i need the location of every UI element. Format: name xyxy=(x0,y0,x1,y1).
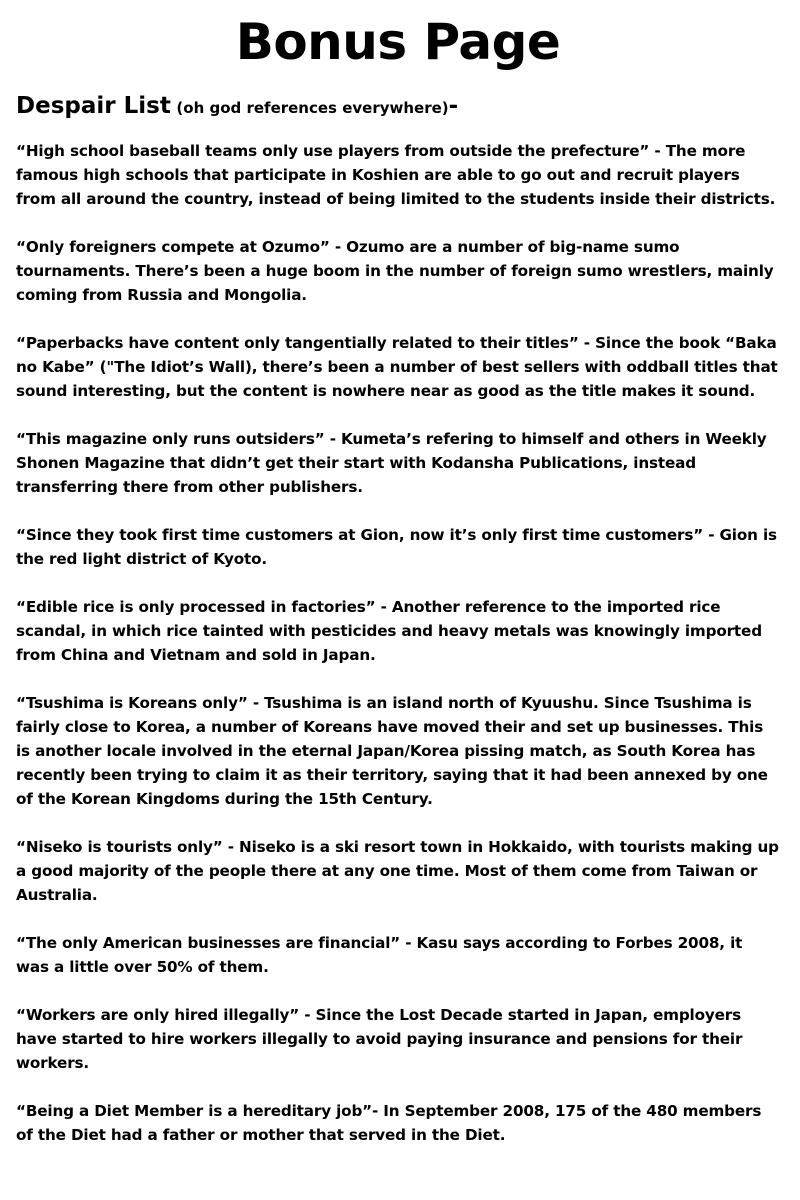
heading-aside: (oh god references everywhere) xyxy=(176,99,449,117)
heading-main: Despair List xyxy=(16,93,171,119)
page-title: Bonus Page xyxy=(235,13,561,71)
list-item: “Being a Diet Member is a hereditary job”- In September 2008, 175 of the 480 members of the Diet had a father or mother that served in the Diet. xyxy=(16,1102,762,1144)
list-item: “Only foreigners compete at Ozumo” - Ozumo are a number of big-name sumo tournaments. There’s been a huge boom in the number of foreign sumo wrestlers, mainly coming from Russia and Mongolia. xyxy=(16,238,774,304)
list-item: “High school baseball teams only use players from outside the prefecture” - The more famous high schools that participate in Koshien are able to go out and recruit players from all around the country, instead of being limited to the students inside their districts. xyxy=(16,142,776,208)
list-item: “This magazine only runs outsiders” - Kumeta’s refering to himself and others in Weekly Shonen Magazine that didn’t get their start with Kodansha Publications, instead transferring there from other publishers. xyxy=(16,430,767,496)
list-item: “Paperbacks have content only tangentially related to their titles” - Since the book “Baka no Kabe” ("The Idiot’s Wall), there’s been a number of best sellers with oddball titles that sound interesting, but the content is nowhere near as good as the title makes it sound. xyxy=(16,334,778,400)
despair-list xyxy=(16,139,780,1147)
list-item: “Since they took first time customers at Gion, now it’s only first time customers” - Gion is the red light district of Kyoto. xyxy=(16,526,777,568)
list-item: “The only American businesses are financial” - Kasu says according to Forbes 2008, it was a little over 50% of them. xyxy=(16,934,743,976)
despair-list-heading xyxy=(16,92,780,122)
list-item: “Edible rice is only processed in factories” - Another reference to the imported rice scandal, in which rice tainted with pesticides and heavy metals was knowingly imported from China and Vietnam and sold in Japan. xyxy=(16,598,762,664)
heading-dash: - xyxy=(448,93,459,119)
list-item: “Tsushima is Koreans only” - Tsushima is an island north of Kyuushu. Since Tsushima is fairly close to Korea, a number of Koreans have moved their and set up businesses. This is another locale involved in the eternal Japan/Korea pissing match, as South Korea has recently been trying to claim it as their territory, saying that it had been annexed by one of the Korean Kingdoms during the 15th Century. xyxy=(16,694,768,808)
list-item: “Workers are only hired illegally” - Since the Lost Decade started in Japan, employers have started to hire workers illegally to avoid paying insurance and pensions for their workers. xyxy=(16,1006,743,1072)
list-item: “Niseko is tourists only” - Niseko is a ski resort town in Hokkaido, with tourists making up a good majority of the people there at any one time. Most of them come from Taiwan or Australia. xyxy=(16,838,779,904)
